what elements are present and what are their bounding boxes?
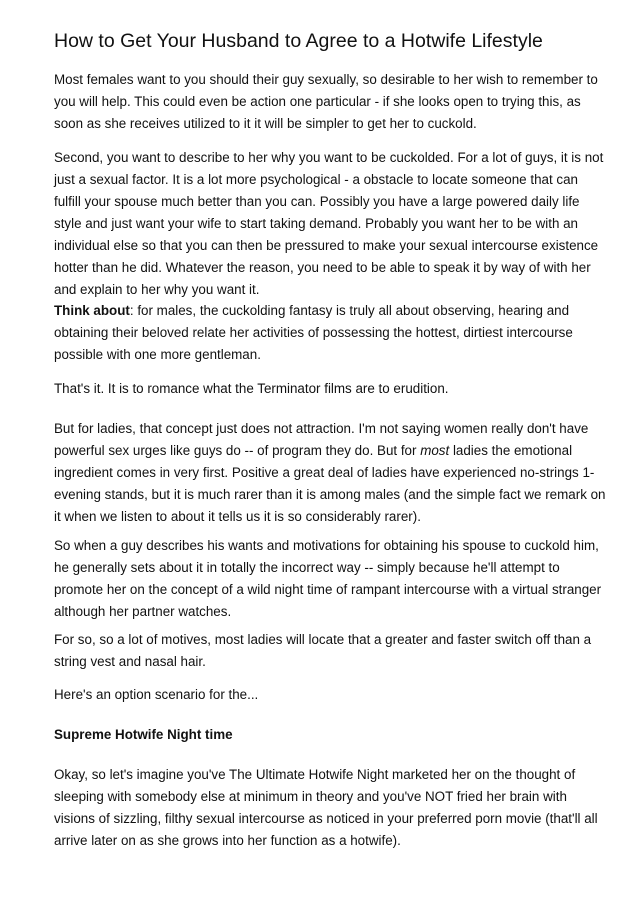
paragraph-line: Most females want to you should their guy sexually, so desirable to her wish to remember to (54, 72, 598, 87)
paragraph-line: possible with one more gentleman. (54, 347, 261, 362)
paragraph-line: arrive later on as she grows into her function as a hotwife). (54, 833, 401, 848)
paragraph-line: visions of sizzling, filthy sexual intercourse as noticed in your preferred porn movie (that'll all (54, 811, 598, 826)
paragraph-line: Here's an option scenario for the... (54, 687, 259, 702)
paragraph-text: powerful sex urges like guys do -- of program they do. But for (54, 443, 421, 458)
emphasis-text: most (420, 443, 450, 458)
paragraph-9 (54, 764, 598, 852)
paragraph-line (54, 300, 594, 322)
paragraph-line: Second, you want to describe to her why you want to be cuckolded. For a lot of guys, it is not (54, 150, 604, 165)
paragraph-line: fulfill your spouse much better than you can. Possibly you have a large powered daily life (54, 194, 580, 209)
paragraph-line: But for ladies, that concept just does not attraction. I'm not saying women really don't have (54, 421, 589, 436)
paragraph-line: although her partner watches. (54, 604, 232, 619)
paragraph-8 (54, 684, 594, 706)
paragraph-line: hotter than he did. Whatever the reason, you need to be able to speak it by way of with her (54, 260, 591, 275)
paragraph-3 (54, 300, 594, 366)
paragraph-5 (54, 418, 606, 528)
paragraph-line: it when we listen to about it tells us it is so considerably rarer). (54, 509, 421, 524)
paragraph-line: evening stands, but it is much rarer than it is among males (and the simple fact we remark on (54, 487, 606, 502)
paragraph-line: That's it. It is to romance what the Terminator films are to erudition. (54, 381, 449, 396)
paragraph-6 (54, 535, 602, 623)
paragraph-line: soon as she receives utilized to it it will be simpler to get her to cuckold. (54, 116, 477, 131)
paragraph-1 (54, 69, 598, 135)
paragraph-line: Okay, so let's imagine you've The Ultimate Hotwife Night marketed her on the thought of (54, 767, 576, 782)
paragraph-line: ingredient comes in very first. Positive a great deal of ladies have experienced no-strings 1- (54, 465, 595, 480)
paragraph-line: string vest and nasal hair. (54, 654, 206, 669)
paragraph-line: For so, so a lot of motives, most ladies will locate that a greater and faster switch off than a (54, 632, 592, 647)
paragraph-line: individual else so that you can then be pressured to make your sexual intercourse existence (54, 238, 599, 253)
paragraph-line: just a sexual factor. It is a lot more psychological - a obstacle to locate someone that can (54, 172, 578, 187)
paragraph-7 (54, 629, 594, 673)
paragraph-line: So when a guy describes his wants and motivations for obtaining his spouse to cuckold him, (54, 538, 599, 553)
paragraph-line (54, 440, 594, 462)
paragraph-text: ladies the emotional (449, 443, 573, 458)
paragraph-line: you will help. This could even be action one particular - if she looks open to trying this, as (54, 94, 581, 109)
paragraph-line: and explain to her why you want it. (54, 282, 260, 297)
bold-lead: Think about (54, 303, 130, 318)
paragraph-line: sleeping with somebody else at minimum in theory and you've NOT fried her brain with (54, 789, 567, 804)
paragraph-line: he generally sets about it in totally the incorrect way -- simply because he'll attempt to (54, 560, 560, 575)
paragraph-line: style and just want your wife to start taking demand. Probably you want her to be with an (54, 216, 579, 231)
section-heading: Supreme Hotwife Night time (54, 727, 233, 742)
paragraph-4 (54, 378, 594, 400)
paragraph-text: : for males, the cuckolding fantasy is truly all about observing, hearing and (129, 303, 570, 318)
document-title: How to Get Your Husband to Agree to a Hotwife Lifestyle (54, 30, 543, 52)
paragraph-line: promote her on the concept of a wild night time of rampant intercourse with a virtual stranger (54, 582, 602, 597)
paragraph-line: obtaining their beloved relate her activities of possessing the hottest, dirtiest intercourse (54, 325, 573, 340)
paragraph-2 (54, 147, 604, 301)
